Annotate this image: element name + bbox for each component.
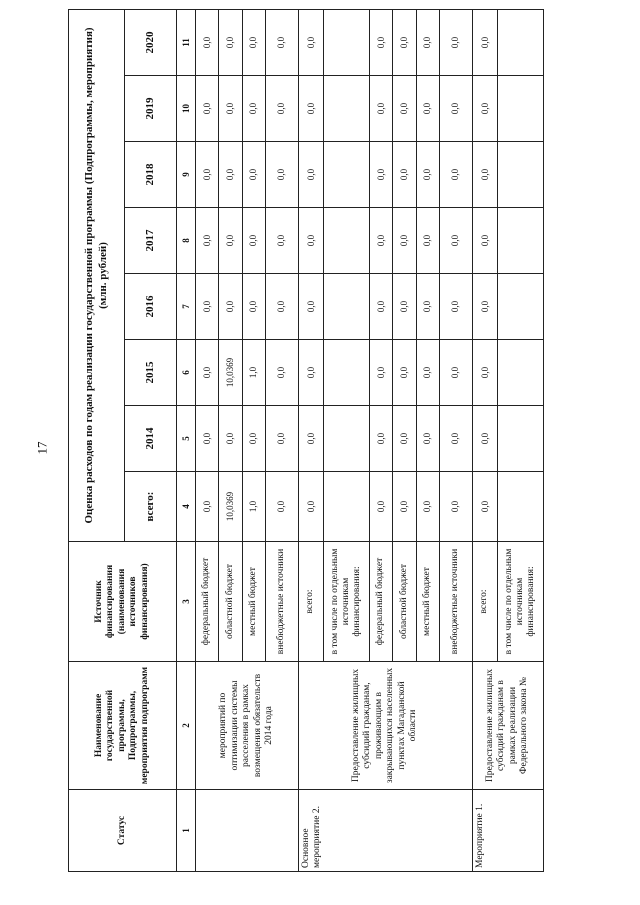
header-status: Статус: [69, 790, 177, 872]
column-number: 5: [177, 406, 196, 472]
value-cell: 0,0: [369, 208, 392, 274]
value-cell: 0,0: [242, 76, 265, 142]
value-cell: 0,0: [242, 274, 265, 340]
value-cell: 10,0369: [219, 340, 242, 406]
value-cell: 0,0: [196, 208, 219, 274]
value-cell: 0,0: [472, 142, 498, 208]
column-number: 6: [177, 340, 196, 406]
value-cell: 0,0: [196, 406, 219, 472]
value-cell: 0,0: [439, 142, 472, 208]
budget-table: [68, 9, 544, 872]
value-total: 1,0: [242, 472, 265, 542]
funding-source-note: в том числе по отдельным источникам финансирования:: [498, 542, 544, 662]
value-cell: 0,0: [219, 274, 242, 340]
value-cell: 0,0: [439, 9, 472, 75]
header-name: Наименование государственной программы, Подпрограммы, мероприятия подпрограмм: [69, 662, 177, 790]
funding-source: федеральный бюджет: [196, 542, 219, 662]
value-cell: 1,0: [242, 340, 265, 406]
value-cell: 0,0: [369, 76, 392, 142]
value-cell: 0,0: [416, 76, 439, 142]
value-cell: 0,0: [242, 208, 265, 274]
header-source: Источник финансирования (наименования источников финансирования): [69, 542, 177, 662]
value-total: 0,0: [298, 472, 324, 542]
value-cell: 0,0: [393, 142, 416, 208]
value-cell: 0,0: [196, 340, 219, 406]
value-cell: 0,0: [472, 9, 498, 75]
column-number: 10: [177, 76, 196, 142]
value-cell: 0,0: [439, 76, 472, 142]
header-year: 2017: [125, 208, 177, 274]
value-cell: 0,0: [196, 9, 219, 75]
activity-name: Предоставление жилищных субсидий гражданам, проживающим в закрывающихся населенных пунктах Магаданской области: [298, 662, 472, 790]
value-total: 0,0: [416, 472, 439, 542]
value-cell: 0,0: [219, 406, 242, 472]
activity-name: мероприятий по оптимизации системы расселения в рамках возмещения обязательств 2014 года: [196, 662, 299, 790]
value-cell: 0,0: [242, 142, 265, 208]
column-number: 2: [177, 662, 196, 790]
value-cell: 0,0: [265, 406, 298, 472]
column-number: 4: [177, 472, 196, 542]
header-total: всего:: [125, 472, 177, 542]
value-cell: 0,0: [416, 340, 439, 406]
value-cell: 0,0: [219, 208, 242, 274]
activity-name: Предоставление жилищных субсидий гражданам в рамках реализации Федерального закона №: [472, 662, 543, 790]
value-cell: 0,0: [265, 274, 298, 340]
funding-source: всего:: [472, 542, 498, 662]
value-cell: 0,0: [472, 274, 498, 340]
value-total: 0,0: [393, 472, 416, 542]
value-cell: 0,0: [298, 274, 324, 340]
header-year: 2019: [125, 76, 177, 142]
value-cell: 0,0: [265, 9, 298, 75]
column-number: 7: [177, 274, 196, 340]
header-year: 2014: [125, 406, 177, 472]
value-total: 0,0: [439, 472, 472, 542]
value-cell: 0,0: [439, 274, 472, 340]
value-cell: 0,0: [472, 76, 498, 142]
funding-source: внебюджетные источники: [265, 542, 298, 662]
column-number: 9: [177, 142, 196, 208]
value-cell: 0,0: [369, 406, 392, 472]
funding-source: местный бюджет: [242, 542, 265, 662]
page-number: 17: [34, 441, 50, 455]
value-cell: 0,0: [439, 340, 472, 406]
value-cell: 0,0: [393, 340, 416, 406]
value-cell: 0,0: [242, 406, 265, 472]
value-cell: 0,0: [242, 9, 265, 75]
value-total: 0,0: [196, 472, 219, 542]
header-year: 2020: [125, 9, 177, 75]
value-total: 0,0: [265, 472, 298, 542]
value-cell: 0,0: [265, 142, 298, 208]
value-cell: 0,0: [472, 208, 498, 274]
column-number: 11: [177, 9, 196, 75]
header-year: 2016: [125, 274, 177, 340]
value-cell: 0,0: [219, 142, 242, 208]
status-cell: Основное мероприятие 2.: [298, 790, 472, 872]
header-estimate: Оценка расходов по годам реализации государственной программы (Подпрограммы, мероприятия) (млн. рублей): [69, 9, 125, 541]
funding-source: федеральный бюджет: [369, 542, 392, 662]
value-cell: 0,0: [265, 208, 298, 274]
value-cell: 0,0: [416, 9, 439, 75]
value-cell: 0,0: [196, 142, 219, 208]
value-cell: 0,0: [219, 9, 242, 75]
value-total: 10,0369: [219, 472, 242, 542]
value-cell: 0,0: [298, 406, 324, 472]
value-cell: 0,0: [196, 76, 219, 142]
value-cell: 0,0: [298, 208, 324, 274]
column-number: 1: [177, 790, 196, 872]
value-total: 0,0: [369, 472, 392, 542]
status-cell: [196, 790, 299, 872]
value-cell: 0,0: [439, 208, 472, 274]
funding-source-note: в том числе по отдельным источникам финансирования:: [324, 542, 370, 662]
header-year: 2015: [125, 340, 177, 406]
value-cell: 0,0: [416, 406, 439, 472]
value-cell: 0,0: [369, 274, 392, 340]
value-cell: 0,0: [439, 406, 472, 472]
value-cell: 0,0: [265, 340, 298, 406]
value-cell: 0,0: [369, 9, 392, 75]
value-cell: 0,0: [369, 142, 392, 208]
value-cell: 0,0: [416, 208, 439, 274]
value-cell: 0,0: [196, 274, 219, 340]
value-cell: 0,0: [369, 340, 392, 406]
value-cell: 0,0: [393, 9, 416, 75]
funding-source: внебюджетные источники: [439, 542, 472, 662]
value-cell: 0,0: [472, 340, 498, 406]
column-number: 8: [177, 208, 196, 274]
column-number: 3: [177, 542, 196, 662]
value-cell: 0,0: [298, 9, 324, 75]
header-year: 2018: [125, 142, 177, 208]
funding-source: всего:: [298, 542, 324, 662]
value-cell: 0,0: [393, 76, 416, 142]
value-cell: 0,0: [472, 406, 498, 472]
value-total: 0,0: [472, 472, 498, 542]
value-cell: 0,0: [298, 142, 324, 208]
value-cell: 0,0: [219, 76, 242, 142]
value-cell: 0,0: [416, 142, 439, 208]
funding-source: областной бюджет: [393, 542, 416, 662]
value-cell: 0,0: [298, 76, 324, 142]
status-cell: Мероприятие 1.: [472, 790, 543, 872]
value-cell: 0,0: [298, 340, 324, 406]
value-cell: 0,0: [393, 208, 416, 274]
value-cell: 0,0: [265, 76, 298, 142]
value-cell: 0,0: [393, 274, 416, 340]
funding-source: областной бюджет: [219, 542, 242, 662]
value-cell: 0,0: [416, 274, 439, 340]
value-cell: 0,0: [393, 406, 416, 472]
budget-table-sheet: [68, 10, 544, 872]
funding-source: местный бюджет: [416, 542, 439, 662]
